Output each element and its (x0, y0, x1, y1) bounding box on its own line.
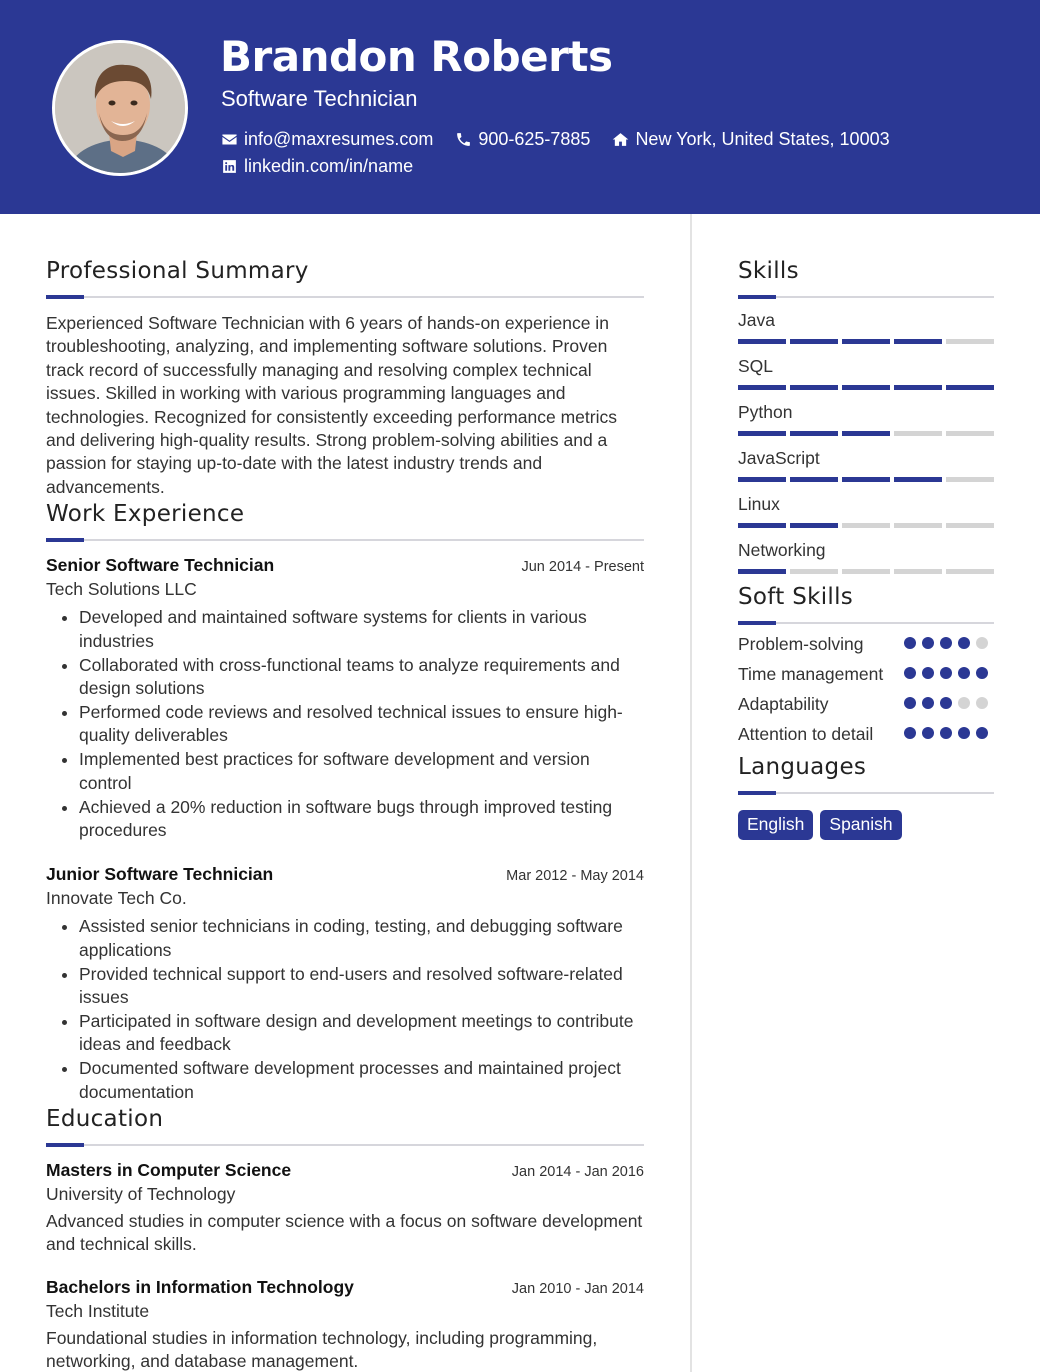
soft-skill-rating (904, 662, 994, 686)
languages-list (738, 810, 994, 840)
skill-level-segment (738, 523, 786, 528)
column-divider (690, 214, 692, 1372)
skill-level-segment (738, 569, 786, 574)
soft-skill-name: Time management (738, 664, 884, 684)
skill-level-bar (738, 569, 994, 574)
soft-skill-rating (904, 632, 994, 656)
degree-title: Bachelors in Information Technology (46, 1276, 354, 1297)
email-text: info@maxresumes.com (244, 129, 434, 149)
contact-location (612, 129, 889, 150)
job-bullets (46, 606, 644, 842)
skills-heading: Skills (738, 258, 799, 284)
skill-level-segment (790, 339, 838, 344)
job-dates: Mar 2012 - May 2014 (506, 868, 644, 885)
job-bullets (46, 915, 644, 1104)
linkedin-text: linkedin.com/in/name (244, 156, 414, 176)
rating-dot (976, 667, 988, 679)
skill-level-segment (946, 477, 994, 482)
skill-level-segment (894, 385, 942, 390)
contact-row (221, 129, 890, 150)
skill-level-segment (946, 569, 994, 574)
soft-skill-rating (904, 722, 994, 746)
summary-text: Experienced Software Technician with 6 years of hands-on experience in troubleshooting, analyzing, and implementing software solutions. Proven track record of successfully managing and resolving complex technical issues. Skilled in working with various programming languages and technologies. Recognized for consistently exceeding performance metrics and delivering high-quality results. Strong problem-solving abilities and a passion for staying up-to-date with the latest industry trends and advancements. (46, 313, 617, 497)
rating-dot (976, 727, 988, 739)
skill-level-segment (842, 569, 890, 574)
rating-dot (976, 637, 988, 649)
education-dates: Jan 2010 - Jan 2014 (511, 1280, 644, 1297)
skill-level-segment (842, 339, 890, 344)
section-rule (46, 1144, 644, 1146)
section-rule (738, 296, 994, 298)
skill-level-segment (894, 477, 942, 482)
skill-item (738, 402, 994, 436)
summary-section (46, 258, 644, 499)
skill-item (738, 494, 994, 528)
soft-skills-heading: Soft Skills (738, 584, 854, 610)
job-company: Innovate Tech Co. (46, 888, 187, 909)
skill-level-segment (790, 385, 838, 390)
person-photo-icon (55, 43, 188, 176)
phone-text: 900-625-7885 (478, 129, 591, 149)
skill-level-bar (738, 385, 994, 390)
phone-icon (455, 131, 472, 148)
skill-name: SQL (738, 356, 774, 376)
rating-dot (940, 727, 952, 739)
rating-dot (940, 697, 952, 709)
skill-level-segment (790, 569, 838, 574)
candidate-title: Software Technician (221, 86, 418, 111)
soft-skill-item (738, 692, 994, 716)
job-entry (46, 555, 644, 842)
skill-level-bar (738, 431, 994, 436)
skill-level-segment (946, 385, 994, 390)
soft-skill-item (738, 662, 994, 686)
job-bullet: • Performed code reviews and resolved technical issues to ensure high-quality deliverables (79, 701, 644, 748)
languages-heading: Languages (738, 754, 867, 780)
contact-row-social (221, 156, 413, 177)
job-bullet: • Provided technical support to end-users and resolved software-related issues (79, 963, 644, 1010)
education-description: Foundational studies in information technology, including programming, networking, and database management. (46, 1327, 598, 1372)
skill-level-segment (842, 385, 890, 390)
skill-level-segment (790, 431, 838, 436)
rating-dot (904, 727, 916, 739)
rating-dot (958, 697, 970, 709)
soft-skill-name: Attention to detail (738, 724, 874, 744)
location-text: New York, United States, 10003 (635, 129, 890, 149)
skill-level-bar (738, 339, 994, 344)
section-rule (46, 539, 644, 541)
contact-email[interactable] (221, 129, 433, 150)
profile-photo (52, 40, 188, 176)
rating-dot (904, 637, 916, 649)
skills-section (738, 258, 994, 574)
envelope-icon (221, 131, 238, 148)
rating-dot (922, 697, 934, 709)
job-dates: Jun 2014 - Present (521, 559, 644, 576)
skill-item (738, 448, 994, 482)
skill-name: JavaScript (738, 448, 820, 468)
skill-level-bar (738, 477, 994, 482)
rating-dot (904, 697, 916, 709)
skill-level-segment (790, 523, 838, 528)
experience-section (46, 501, 644, 1104)
skill-level-segment (946, 431, 994, 436)
skill-level-bar (738, 523, 994, 528)
skill-item (738, 310, 994, 344)
school-name: University of Technology (46, 1184, 236, 1205)
linkedin-icon (221, 158, 238, 175)
soft-skill-name: Problem-solving (738, 634, 864, 654)
rating-dot (904, 667, 916, 679)
skill-level-segment (738, 385, 786, 390)
skill-level-segment (946, 339, 994, 344)
contact-phone[interactable] (455, 129, 590, 150)
section-rule (738, 622, 994, 624)
skill-level-segment (842, 431, 890, 436)
skill-level-segment (842, 477, 890, 482)
job-bullet: • Documented software development processes and maintained project documentation (79, 1057, 644, 1104)
skills-list (738, 310, 994, 574)
skill-level-segment (894, 569, 942, 574)
soft-skill-item (738, 632, 994, 656)
skill-level-segment (790, 477, 838, 482)
soft-skills-section (738, 584, 994, 746)
sidebar-column (738, 258, 994, 840)
rating-dot (940, 667, 952, 679)
section-rule (738, 792, 994, 794)
degree-title: Masters in Computer Science (46, 1160, 292, 1181)
skill-item (738, 540, 994, 574)
skill-level-segment (842, 523, 890, 528)
job-title: Junior Software Technician (46, 864, 274, 885)
rating-dot (958, 667, 970, 679)
education-description: Advanced studies in computer science with a focus on software development and technical skills. (46, 1211, 643, 1255)
section-rule (46, 296, 644, 298)
soft-skills-list (738, 632, 994, 746)
rating-dot (958, 637, 970, 649)
job-bullet: • Implemented best practices for software development and version control (79, 748, 644, 795)
soft-skill-name: Adaptability (738, 694, 829, 714)
summary-heading: Professional Summary (46, 258, 309, 284)
rating-dot (976, 697, 988, 709)
job-bullet: • Participated in software design and development meetings to contribute ideas and feedback (79, 1010, 644, 1057)
job-title: Senior Software Technician (46, 555, 275, 576)
school-name: Tech Institute (46, 1300, 150, 1321)
skill-level-segment (894, 523, 942, 528)
job-bullet: • Collaborated with cross-functional teams to analyze requirements and design solutions (79, 654, 644, 701)
language-badge: English (738, 810, 813, 840)
job-company: Tech Solutions LLC (46, 579, 197, 600)
rating-dot (922, 667, 934, 679)
rating-dot (922, 637, 934, 649)
soft-skill-item (738, 722, 994, 746)
candidate-name: Brandon Roberts (220, 32, 613, 81)
skill-level-segment (738, 431, 786, 436)
skill-name: Python (738, 402, 793, 422)
skill-level-segment (946, 523, 994, 528)
skill-level-segment (738, 477, 786, 482)
education-entry (46, 1160, 644, 1257)
skill-level-segment (894, 431, 942, 436)
soft-skill-rating (904, 692, 994, 716)
rating-dot (922, 727, 934, 739)
language-badge: Spanish (820, 810, 901, 840)
education-dates: Jan 2014 - Jan 2016 (511, 1164, 644, 1181)
job-entry (46, 864, 644, 1104)
job-bullet: • Assisted senior technicians in coding, testing, and debugging software applications (79, 915, 644, 962)
job-bullet: • Achieved a 20% reduction in software bugs through improved testing procedures (79, 796, 644, 843)
languages-section (738, 754, 994, 840)
education-heading: Education (46, 1106, 164, 1133)
resume-header (0, 0, 1040, 214)
main-column (46, 258, 644, 1372)
skill-level-segment (894, 339, 942, 344)
skill-name: Java (738, 310, 775, 330)
experience-heading: Work Experience (46, 501, 245, 528)
home-icon (612, 131, 629, 148)
skill-name: Networking (738, 540, 826, 560)
rating-dot (958, 727, 970, 739)
rating-dot (940, 637, 952, 649)
job-bullet: • Developed and maintained software systems for clients in various industries (79, 606, 644, 653)
skill-item (738, 356, 994, 390)
skill-level-segment (738, 339, 786, 344)
skill-name: Linux (738, 494, 780, 514)
education-entry (46, 1277, 644, 1372)
education-section (46, 1106, 644, 1372)
contact-linkedin[interactable] (221, 156, 413, 177)
